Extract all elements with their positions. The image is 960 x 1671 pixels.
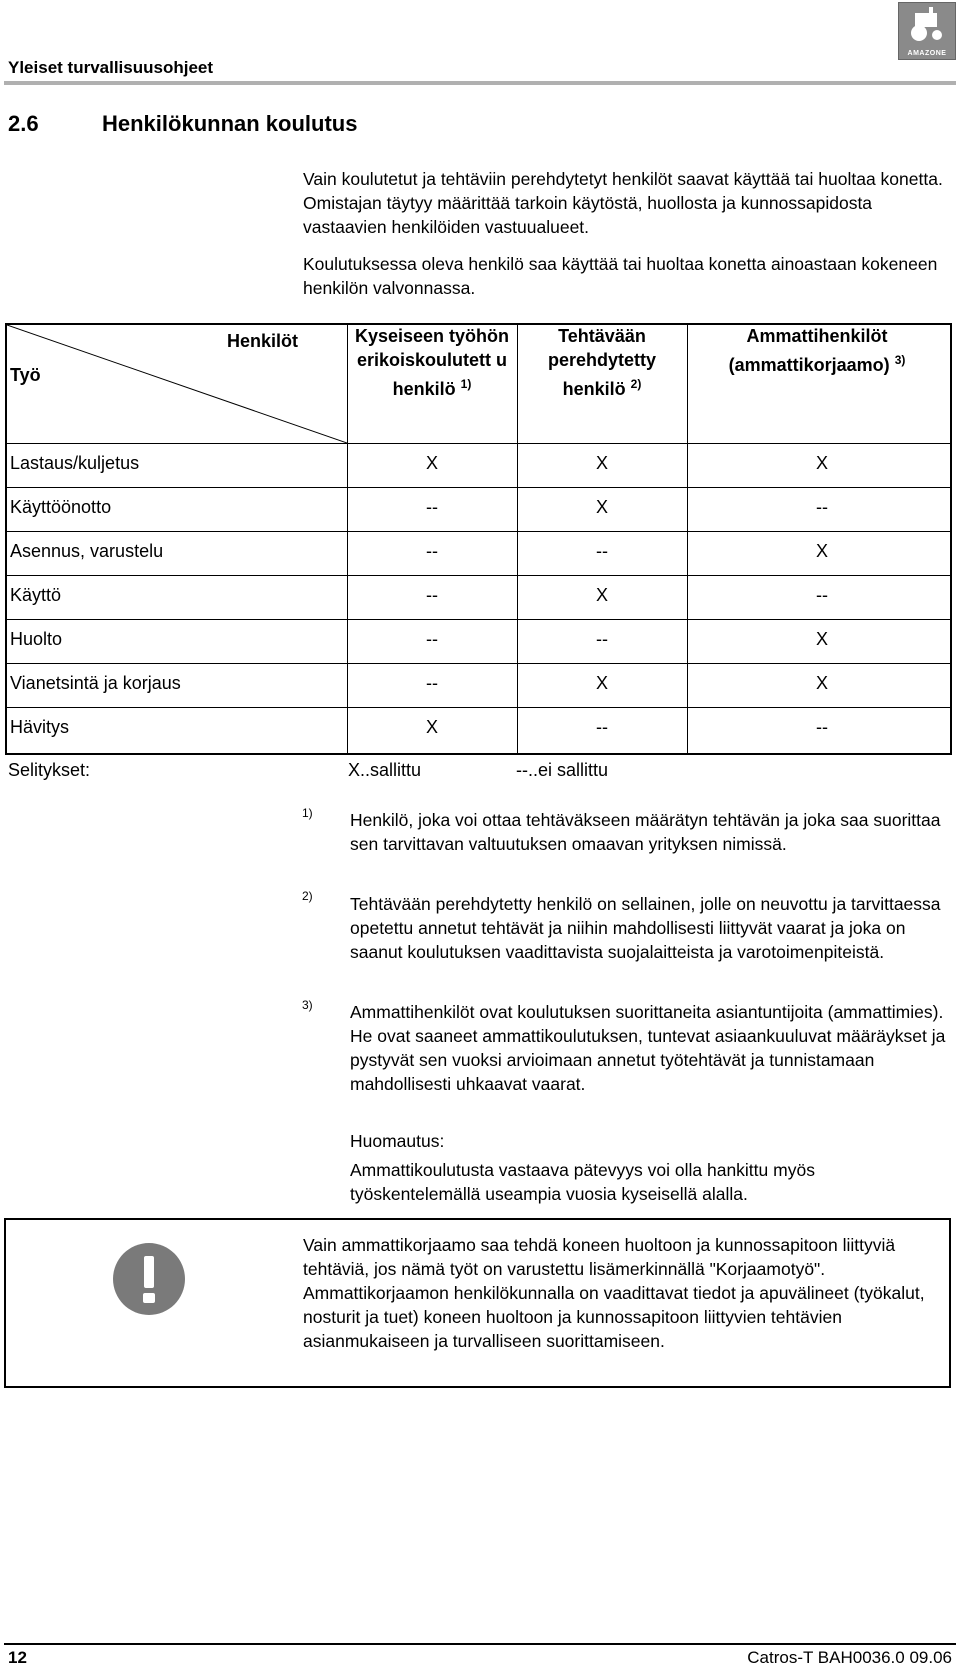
header-col-1-note: 1) bbox=[460, 377, 472, 391]
amazone-logo bbox=[898, 2, 956, 60]
header-col-3 bbox=[692, 324, 942, 377]
exclamation-icon bbox=[113, 1243, 185, 1315]
row-label: Asennus, varustelu bbox=[10, 541, 164, 561]
table-row-divider bbox=[7, 663, 950, 664]
responsibility-table bbox=[5, 323, 952, 755]
intro-paragraph-1: Vain koulutetut ja tehtäviin perehdytetyt henkilöt saavat käyttää tai huoltaa konetta. Omistajan täytyy määrittää tarkoin käytöstä, huollosta ja kunnossapidosta vastaavien henkilöiden vastuualueet. bbox=[303, 169, 943, 237]
footnote-number: 2) bbox=[302, 889, 313, 903]
table-cell: -- bbox=[816, 585, 828, 605]
table-cell: -- bbox=[816, 497, 828, 517]
table-cell: -- bbox=[426, 585, 438, 605]
header-tyo: Työ bbox=[10, 365, 41, 385]
table-row-divider bbox=[7, 575, 950, 576]
tractor-logo-icon bbox=[899, 3, 955, 47]
table-cell: -- bbox=[426, 541, 438, 561]
footnote-text: Ammattihenkilöt ovat koulutuksen suorittaneita asiantuntijoita (ammattimies). He ovat saaneet ammattikoulutuksen, tuntevat asiaankuuluvat määräykset ja pystyvät sen vuoksi arvioimaan annetut työtehtävät ja tunnistamaan mahdollisesti uhkaavat vaarat. bbox=[350, 1002, 946, 1094]
table-column-divider bbox=[517, 325, 518, 753]
table-cell: X bbox=[425, 453, 438, 473]
row-label: Huolto bbox=[10, 629, 63, 649]
table-row-divider bbox=[7, 487, 950, 488]
legend-not-allowed: --..ei sallittu bbox=[516, 760, 609, 780]
table-cell: X bbox=[595, 453, 608, 473]
header-col-3-label: Ammattihenkilöt (ammattikorjaamo) bbox=[728, 326, 890, 375]
row-label: Käyttö bbox=[10, 585, 62, 605]
footnote-number: 3) bbox=[302, 998, 313, 1012]
table-row-divider bbox=[7, 707, 950, 708]
footnote-text: Tehtävään perehdytetty henkilö on sellainen, jolle on neuvottu ja tarvittaessa opetettu annetut tehtävät ja niihin mahdollisesti liittyvät vaarat ja joka on saanut koulutuksen vaadittavista suojalaitteista ja varotoimenpiteistä. bbox=[350, 894, 941, 962]
table-cell: -- bbox=[816, 717, 828, 737]
header-henkilot: Henkilöt bbox=[227, 331, 299, 351]
table-cell: -- bbox=[596, 541, 608, 561]
table-row-divider bbox=[7, 443, 950, 444]
table-cell: X bbox=[595, 585, 608, 605]
note-text: Vain ammattikorjaamo saa tehdä koneen huoltoon ja kunnossapitoon liittyviä tehtäviä, jos nämä työt on varustettu lisämerkinnällä "Korjaamotyö". Ammattikorjaamon henkilökunnalla on vaadittavat tiedot ja apuvälineet (työkalut, nosturit ja tuet) koneen huoltoon ja kunnossapitoon liittyvien tehtävien asianmukaiseen ja turvalliseen suorittamiseen. bbox=[303, 1235, 925, 1351]
section-title: Henkilökunnan koulutus bbox=[102, 111, 358, 136]
table-column-divider bbox=[687, 325, 688, 753]
page-number: 12 bbox=[8, 1648, 27, 1667]
remark-text: Ammattikoulutusta vastaava pätevyys voi olla hankittu myös työskentelemällä useampia vuosia kyseisellä alalla. bbox=[350, 1160, 815, 1204]
table-cell: -- bbox=[426, 673, 438, 693]
section-number: 2.6 bbox=[8, 111, 39, 136]
table-cell: X bbox=[815, 673, 828, 693]
table-row-divider bbox=[7, 619, 950, 620]
header-col-1 bbox=[352, 324, 512, 401]
table-cell: X bbox=[815, 541, 828, 561]
table-cell: -- bbox=[596, 717, 608, 737]
header-rule bbox=[4, 81, 956, 85]
table-cell: X bbox=[425, 717, 438, 737]
row-label: Hävitys bbox=[10, 717, 70, 737]
footnote-text: Henkilö, joka voi ottaa tehtäväkseen määrätyn tehtävän ja joka saa suorittaa sen tarvittavan valtuutuksen omaavan yrityksen nimissä. bbox=[350, 810, 941, 854]
document-id: Catros-T BAH0036.0 09.06 bbox=[747, 1648, 952, 1667]
row-label: Vianetsintä ja korjaus bbox=[10, 673, 181, 693]
table-cell: -- bbox=[426, 497, 438, 517]
remark-label: Huomautus: bbox=[350, 1131, 445, 1151]
table-cell: X bbox=[595, 673, 608, 693]
header-col-2-label: Tehtävään perehdytetty henkilö bbox=[547, 326, 657, 399]
table-cell: -- bbox=[426, 629, 438, 649]
intro-paragraph-2: Koulutuksessa oleva henkilö saa käyttää tai huoltaa konetta ainoastaan kokeneen henkilön valvonnassa. bbox=[303, 254, 938, 298]
logo-label: AMAZONE bbox=[907, 50, 947, 57]
footnote-number: 1) bbox=[302, 806, 313, 820]
row-label: Lastaus/kuljetus bbox=[10, 453, 140, 473]
table-column-divider bbox=[347, 325, 348, 753]
table-row-divider bbox=[7, 531, 950, 532]
legend-label: Selitykset: bbox=[8, 760, 91, 780]
running-header: Yleiset turvallisuusohjeet bbox=[8, 58, 214, 77]
table-cell: -- bbox=[596, 629, 608, 649]
table-cell: X bbox=[815, 453, 828, 473]
table-cell: X bbox=[815, 629, 828, 649]
footer-rule bbox=[4, 1643, 956, 1645]
header-col-3-note: 3) bbox=[894, 353, 906, 367]
header-col-2 bbox=[522, 324, 682, 401]
header-col-1-label: Kyseiseen työhön erikoiskoulutett u henkilö bbox=[354, 326, 510, 399]
header-col-2-note: 2) bbox=[630, 377, 642, 391]
table-cell: X bbox=[595, 497, 608, 517]
row-label: Käyttöönotto bbox=[10, 497, 112, 517]
legend-allowed: X..sallittu bbox=[348, 760, 422, 780]
